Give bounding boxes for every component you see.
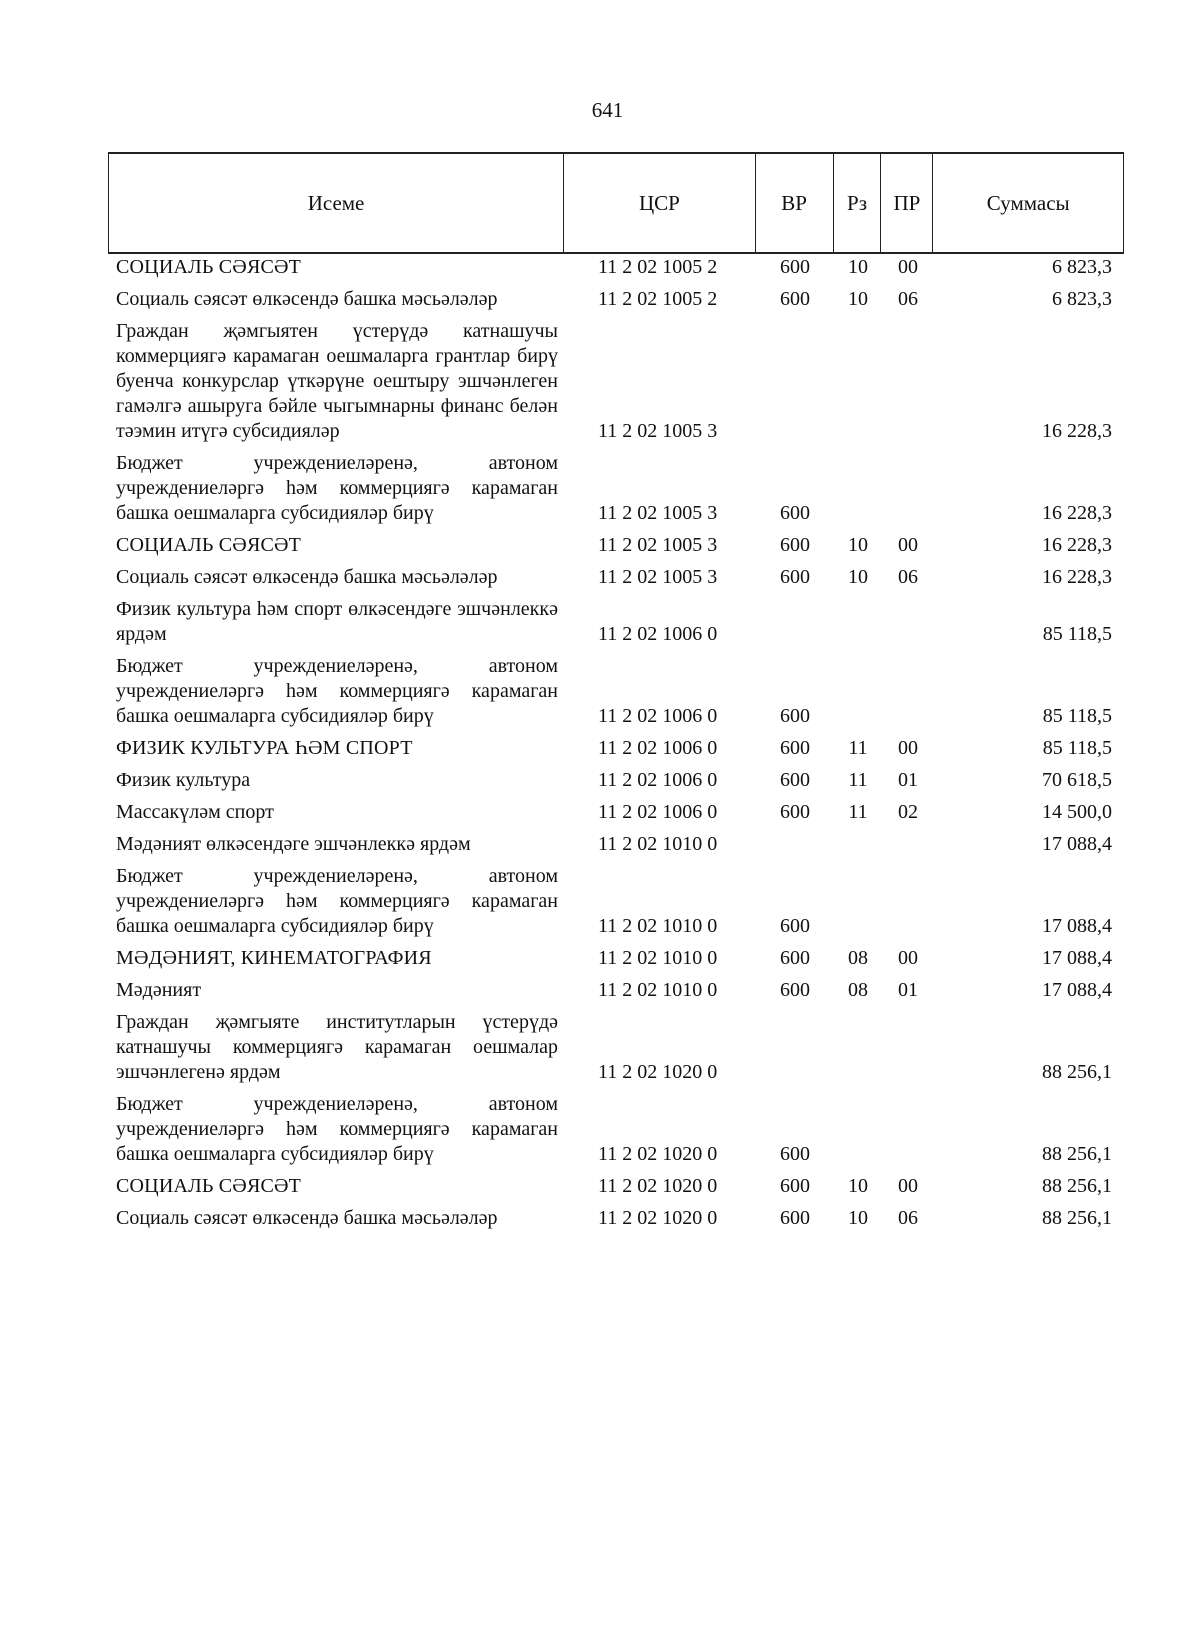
cell-name: Мәдәният xyxy=(116,979,202,1001)
cell-pr: 06 xyxy=(898,1207,918,1229)
cell-pr: 00 xyxy=(898,947,918,969)
cell-rz: 08 xyxy=(848,947,868,969)
cell-csr: 11 2 02 1006 0 xyxy=(598,769,718,791)
cell-vr: 600 xyxy=(780,1143,810,1165)
cell-vr: 600 xyxy=(780,915,810,937)
header-sum: Суммасы xyxy=(986,190,1070,215)
cell-vr: 600 xyxy=(780,705,810,727)
table-body xyxy=(108,254,1124,1231)
cell-name: СОЦИАЛЬ СӘЯСӘТ xyxy=(116,256,302,278)
cell-name: Мәдәният өлкәсендәге эшчәнлеккә ярдәм xyxy=(116,833,471,855)
cell-sum: 17 088,4 xyxy=(1042,915,1112,937)
cell-csr: 11 2 02 1006 0 xyxy=(598,623,718,645)
cell-sum: 16 228,3 xyxy=(1042,420,1112,442)
cell-csr: 11 2 02 1006 0 xyxy=(598,705,718,727)
table-header xyxy=(108,152,1124,254)
table-row xyxy=(108,654,1124,729)
cell-rz: 11 xyxy=(848,801,868,823)
table-row xyxy=(108,451,1124,526)
cell-name: Физик культура һәм спорт өлкәсендәге эшчәнлеккә ярдәм xyxy=(116,598,558,645)
cell-pr: 00 xyxy=(898,534,918,556)
cell-rz: 10 xyxy=(848,1175,868,1197)
cell-vr: 600 xyxy=(780,947,810,969)
cell-name: ФИЗИК КУЛЬТУРА ҺӘМ СПОРТ xyxy=(116,737,413,759)
cell-name: Граждан җәмгыяте институтларын үстерүдә катнашучы коммерциягә карамаган оешмалар эшчәнлегенә ярдәм xyxy=(116,1011,558,1083)
cell-pr: 06 xyxy=(898,288,918,310)
cell-vr: 600 xyxy=(780,737,810,759)
table-row xyxy=(108,287,1124,312)
cell-sum: 16 228,3 xyxy=(1042,502,1112,524)
cell-rz: 10 xyxy=(848,534,868,556)
cell-rz: 10 xyxy=(848,566,868,588)
table-row xyxy=(108,255,1124,280)
cell-sum: 85 118,5 xyxy=(1042,623,1112,645)
cell-rz: 11 xyxy=(848,769,868,791)
cell-rz: 10 xyxy=(848,1207,868,1229)
cell-sum: 14 500,0 xyxy=(1042,801,1112,823)
cell-vr: 600 xyxy=(780,1207,810,1229)
page-number: 641 xyxy=(591,98,624,122)
cell-vr: 600 xyxy=(780,979,810,1001)
table-row xyxy=(108,1174,1124,1199)
cell-sum: 17 088,4 xyxy=(1042,947,1112,969)
cell-vr: 600 xyxy=(780,1175,810,1197)
table-row xyxy=(108,864,1124,939)
cell-rz: 08 xyxy=(848,979,868,1001)
cell-pr: 02 xyxy=(898,801,918,823)
cell-csr: 11 2 02 1010 0 xyxy=(598,979,718,1001)
cell-pr: 06 xyxy=(898,566,918,588)
cell-name: СОЦИАЛЬ СӘЯСӘТ xyxy=(116,534,302,556)
cell-pr: 00 xyxy=(898,256,918,278)
cell-csr: 11 2 02 1010 0 xyxy=(598,915,718,937)
cell-pr: 00 xyxy=(898,737,918,759)
cell-csr: 11 2 02 1006 0 xyxy=(598,801,718,823)
cell-vr: 600 xyxy=(780,288,810,310)
cell-sum: 70 618,5 xyxy=(1042,769,1112,791)
cell-name: Социаль сәясәт өлкәсендә башка мәсьәләләр xyxy=(116,566,498,588)
cell-vr: 600 xyxy=(780,566,810,588)
cell-sum: 6 823,3 xyxy=(1052,288,1112,310)
cell-vr: 600 xyxy=(780,769,810,791)
cell-sum: 88 256,1 xyxy=(1042,1207,1112,1229)
table-row xyxy=(108,832,1124,857)
cell-rz: 10 xyxy=(848,288,868,310)
cell-sum: 88 256,1 xyxy=(1042,1061,1112,1083)
cell-vr: 600 xyxy=(780,534,810,556)
table-row xyxy=(108,768,1124,793)
cell-csr: 11 2 02 1005 3 xyxy=(598,420,718,442)
cell-csr: 11 2 02 1020 0 xyxy=(598,1175,718,1197)
cell-sum: 16 228,3 xyxy=(1042,534,1112,556)
cell-sum: 16 228,3 xyxy=(1042,566,1112,588)
table-row xyxy=(108,1010,1124,1085)
table-row xyxy=(108,533,1124,558)
cell-sum: 88 256,1 xyxy=(1042,1143,1112,1165)
cell-name: Бюджет учреждениеләренә, автоном учреждениеләргә һәм коммерциягә карамаган башка оешмаларга субсидияләр бирү xyxy=(116,865,558,937)
header-vr: ВР xyxy=(756,154,834,252)
cell-name: Бюджет учреждениеләренә, автоном учреждениеләргә һәм коммерциягә карамаган башка оешмаларга субсидияләр бирү xyxy=(116,1093,558,1165)
table-row xyxy=(108,565,1124,590)
table-row xyxy=(108,946,1124,971)
cell-rz: 11 xyxy=(848,737,868,759)
cell-csr: 11 2 02 1020 0 xyxy=(598,1061,718,1083)
cell-csr: 11 2 02 1010 0 xyxy=(598,947,718,969)
cell-sum: 85 118,5 xyxy=(1042,705,1112,727)
cell-name: Граждан җәмгыятен үстерүдә катнашучы коммерциягә карамаган оешмаларга грантлар бирү буенча конкурслар үткәрүне оештыру эшчәнлеген гамәлгә ашыруга бәйле чыгымнарны финанс белән тәэмин итүгә субсидияләр xyxy=(116,320,558,442)
cell-csr: 11 2 02 1005 3 xyxy=(598,502,718,524)
cell-name: Массакүләм спорт xyxy=(116,801,274,823)
table-row xyxy=(108,319,1124,444)
cell-csr: 11 2 02 1020 0 xyxy=(598,1207,718,1229)
cell-pr: 00 xyxy=(898,1175,918,1197)
cell-name: Физик культура xyxy=(116,769,251,791)
cell-csr: 11 2 02 1010 0 xyxy=(598,833,718,855)
cell-name: Бюджет учреждениеләренә, автоном учреждениеләргә һәм коммерциягә карамаган башка оешмаларга субсидияләр бирү xyxy=(116,655,558,727)
cell-vr: 600 xyxy=(780,801,810,823)
cell-csr: 11 2 02 1005 2 xyxy=(598,256,718,278)
table-row xyxy=(108,597,1124,647)
cell-csr: 11 2 02 1006 0 xyxy=(598,737,718,759)
table-row xyxy=(108,1206,1124,1231)
cell-csr: 11 2 02 1005 2 xyxy=(598,288,718,310)
cell-sum: 17 088,4 xyxy=(1042,979,1112,1001)
header-rz: Рз xyxy=(834,154,882,252)
budget-table xyxy=(108,152,1124,1238)
cell-name: Бюджет учреждениеләренә, автоном учреждениеләргә һәм коммерциягә карамаган башка оешмаларга субсидияләр бирү xyxy=(116,452,558,524)
cell-name: МӘДӘНИЯТ, КИНЕМАТОГРАФИЯ xyxy=(116,947,432,969)
cell-pr: 01 xyxy=(898,979,918,1001)
cell-sum: 17 088,4 xyxy=(1042,833,1112,855)
header-name: Исеме xyxy=(109,154,564,252)
header-csr: ЦСР xyxy=(564,154,756,252)
table-row xyxy=(108,736,1124,761)
cell-csr: 11 2 02 1020 0 xyxy=(598,1143,718,1165)
cell-name: Социаль сәясәт өлкәсендә башка мәсьәләләр xyxy=(116,1207,498,1229)
cell-csr: 11 2 02 1005 3 xyxy=(598,566,718,588)
cell-sum: 6 823,3 xyxy=(1052,256,1112,278)
table-row xyxy=(108,1092,1124,1167)
cell-vr: 600 xyxy=(780,256,810,278)
cell-rz: 10 xyxy=(848,256,868,278)
table-row xyxy=(108,978,1124,1003)
cell-csr: 11 2 02 1005 3 xyxy=(598,534,718,556)
cell-sum: 85 118,5 xyxy=(1042,737,1112,759)
table-row xyxy=(108,800,1124,825)
cell-vr: 600 xyxy=(780,502,810,524)
cell-name: Социаль сәясәт өлкәсендә башка мәсьәләләр xyxy=(116,288,498,310)
cell-name: СОЦИАЛЬ СӘЯСӘТ xyxy=(116,1175,302,1197)
cell-pr: 01 xyxy=(898,769,918,791)
cell-sum: 88 256,1 xyxy=(1042,1175,1112,1197)
header-pr: ПР xyxy=(881,154,933,252)
